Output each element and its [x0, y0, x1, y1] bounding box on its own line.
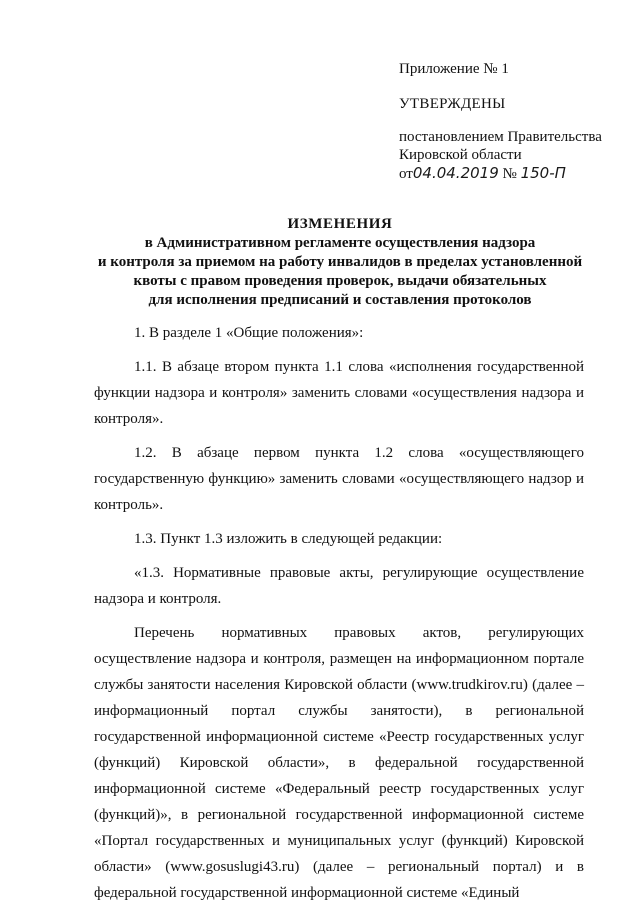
title-line-4: для исполнения предписаний и составления протоколов [148, 292, 532, 308]
paragraph-1-3: 1.3. Пункт 1.3 изложить в следующей редакции: [134, 531, 443, 547]
approved-label: УТВЕРЖДЕНЫ [399, 96, 506, 112]
decree-date-number [399, 164, 566, 183]
paragraph-1-1: 1.1. В абзаце втором пункта 1.1 слова «исполнения государственной функции надзора и контроля» заменить словами «осуществления надзора и контроля». [94, 359, 584, 427]
paragraph-quote-1-3: «1.3. Нормативные правовые акты, регулирующие осуществление надзора и контроля. [94, 565, 584, 607]
title-line-1: в Административном регламенте осуществления надзора [144, 235, 536, 251]
paragraph-1: 1. В разделе 1 «Общие положения»: [134, 325, 364, 341]
paragraph-list-of-acts: Перечень нормативных правовых актов, регулирующих осуществление надзора и контроля, размещен на информационном портале службы занятости населения Кировской области (www.trudkirov.ru) (далее – информационный портал службы занятости), в региональной государственной информационной системе «Реестр государственных услуг (функций) Кировской области», в федеральной государственной информационной системе «Федеральный реестр государственных услуг (функций)», в региональной государственной информационной системе «Портал государственных и муниципальных услуг (функций) Кировской области» (www.gosuslugi43.ru) (далее – региональный портал) и в федеральной государственной информационной системе «Единый [94, 625, 584, 901]
decree-line-2: Кировской области [399, 147, 522, 163]
date-prefix: от [399, 166, 413, 182]
appendix-label: Приложение № 1 [399, 61, 509, 77]
document-title [90, 215, 590, 310]
number-prefix: № [498, 166, 521, 182]
decree-reference [399, 128, 602, 164]
paragraph-1-2: 1.2. В абзаце первом пункта 1.2 слова «осуществляющего государственную функцию» заменить словами «осуществляющего надзор и контроль». [94, 445, 584, 513]
handwritten-number: 150-П [520, 164, 566, 182]
title-line-2: и контроля за приемом на работу инвалидов в пределах установленной [97, 254, 583, 270]
decree-line-1: постановлением Правительства [399, 129, 602, 145]
title-heading: ИЗМЕНЕНИЯ [287, 216, 393, 232]
handwritten-date: 04.04.2019 [412, 164, 499, 182]
document-body [94, 320, 584, 906]
title-line-3: квоты с правом проведения проверок, выдачи обязательных [133, 273, 547, 289]
